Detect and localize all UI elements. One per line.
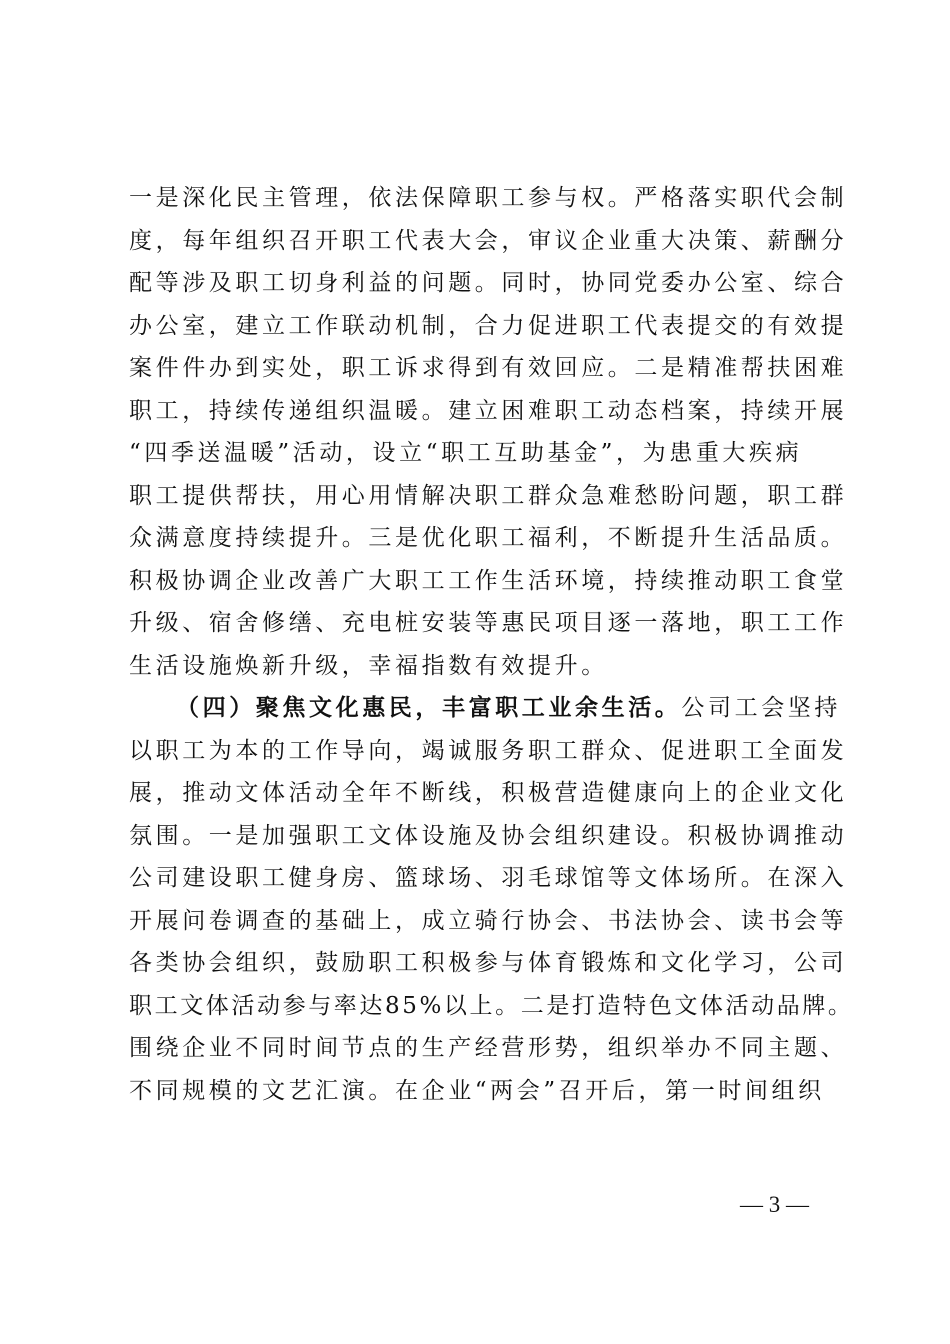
text-line: 围绕企业不同时间节点的生产经营形势，组织举办不同主题、 bbox=[129, 1035, 848, 1061]
text-line: 职工提供帮扶，用心用情解决职工群众急难愁盼问题，职工群 bbox=[129, 482, 848, 509]
text-line: 展，推动文体活动全年不断线，积极营造健康向上的企业文化 bbox=[129, 780, 848, 806]
text-line: 各类协会组织，鼓励职工积极参与体育锻炼和文化学习，公司 bbox=[129, 950, 848, 976]
text-line: 公司建设职工健身房、篮球场、羽毛球馆等文体场所。在深入 bbox=[129, 865, 848, 891]
text-line: 职工文体活动参与率达85%以上。二是打造特色文体活动品牌。 bbox=[129, 992, 854, 1019]
text-line: 一是深化民主管理，依法保障职工参与权。严格落实职代会制 bbox=[129, 185, 848, 211]
text-line: 配等涉及职工切身利益的问题。同时，协同党委办公室、综合 bbox=[129, 270, 848, 296]
section-heading: （四）聚焦文化惠民，丰富职工业余生活。 bbox=[176, 695, 682, 721]
body-text bbox=[129, 177, 854, 1112]
text-line: 积极协调企业改善广大职工工作生活环境，持续推动职工食堂 bbox=[129, 567, 848, 594]
text-line: 案件件办到实处，职工诉求得到有效回应。二是精准帮扶困难 bbox=[129, 355, 848, 381]
text-line: 升级、宿舍修缮、充电桩安装等惠民项目逐一落地，职工工作 bbox=[129, 610, 848, 636]
section-heading-line bbox=[129, 687, 842, 730]
text-line: 办公室，建立工作联动机制，合力促进职工代表提交的有效提 bbox=[129, 312, 848, 339]
text-line: 度，每年组织召开职工代表大会，审议企业重大决策、薪酬分 bbox=[129, 227, 848, 254]
text-line: 职工，持续传递组织温暖。建立困难职工动态档案，持续开展 bbox=[129, 397, 848, 424]
text-line: 不同规模的文艺汇演。在企业“两会”召开后，第一时间组织 bbox=[129, 1077, 825, 1104]
text-line: 以职工为本的工作导向，竭诚服务职工群众、促进职工全面发 bbox=[129, 737, 848, 764]
text-line: 众满意度持续提升。三是优化职工福利，不断提升生活品质。 bbox=[129, 525, 848, 551]
text-line: “四季送温暖”活动，设立“职工互助基金”，为患重大疾病 bbox=[129, 440, 803, 466]
text-line: 生活设施焕新升级，幸福指数有效提升。 bbox=[129, 652, 608, 679]
text-line: 开展问卷调查的基础上，成立骑行协会、书法协会、读书会等 bbox=[129, 907, 848, 934]
page-number: — 3 — bbox=[740, 1192, 809, 1217]
text-line: 氛围。一是加强职工文体设施及协会组织建设。积极协调推动 bbox=[129, 822, 848, 849]
section-heading-continuation: 公司工会坚持 bbox=[681, 695, 842, 721]
